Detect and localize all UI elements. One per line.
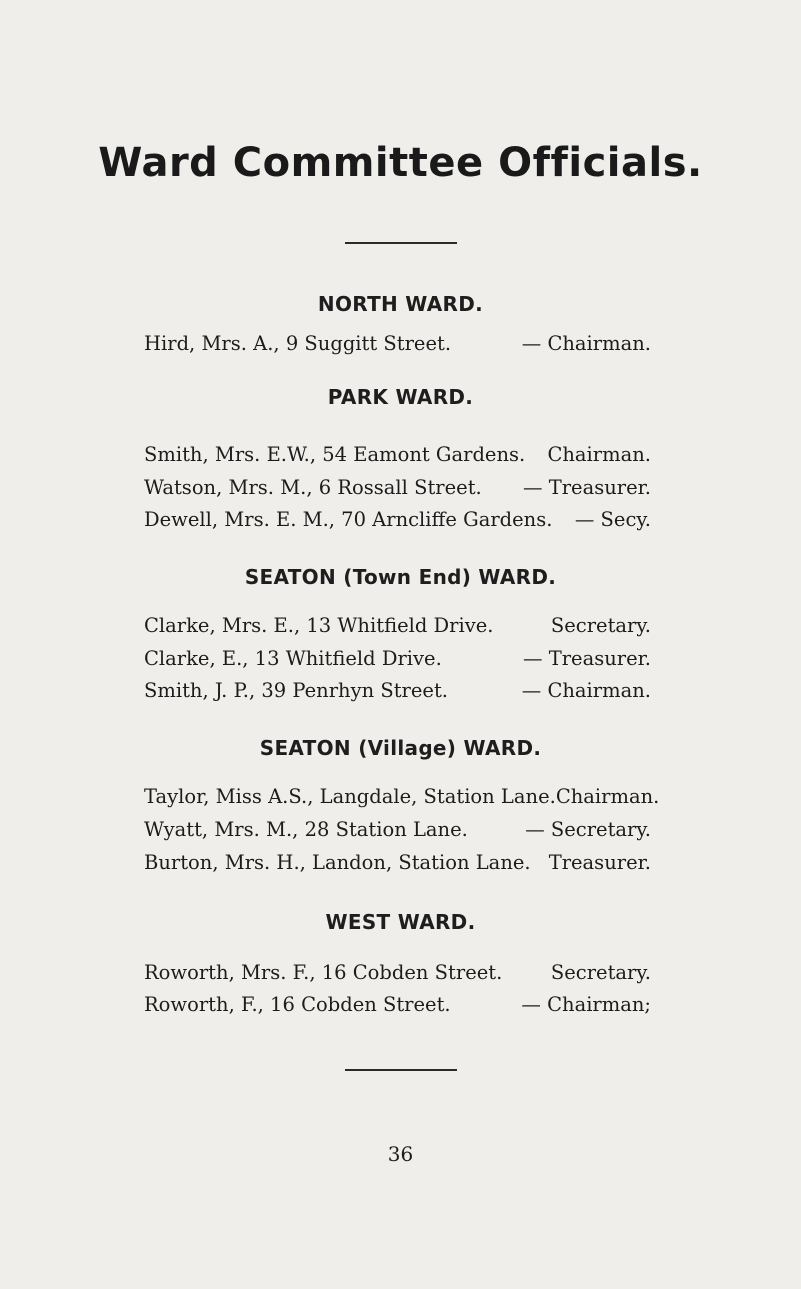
page-number: 36 <box>387 1142 414 1166</box>
official-name-address: Smith, Mrs. E.W., 54 Eamont Gardens. <box>144 443 526 466</box>
official-entry <box>144 818 651 841</box>
official-name-address: Taylor, Miss A.S., Langdale, Station Lane. <box>144 785 556 808</box>
page-title: Ward Committee Officials. <box>98 140 703 186</box>
divider-bottom <box>345 1069 457 1071</box>
official-role: Secretary. <box>550 961 651 984</box>
official-role: Chairman. <box>555 785 660 808</box>
official-name-address: Dewell, Mrs. E. M., 70 Arncliffe Gardens. <box>144 508 553 531</box>
official-entry <box>144 614 651 637</box>
official-name-address: Burton, Mrs. H., Landon, Station Lane. <box>144 851 531 874</box>
ward-heading-seaton-town-end: SEATON (Town End) WARD. <box>244 565 557 589</box>
official-name-address: Clarke, Mrs. E., 13 Whitfield Drive. <box>144 614 494 637</box>
official-entry <box>144 443 651 466</box>
official-role: Secretary. <box>550 614 651 637</box>
official-name-address: Roworth, F., 16 Cobden Street. <box>144 993 451 1016</box>
ward-heading-north: NORTH WARD. <box>317 292 484 316</box>
official-name-address: Clarke, E., 13 Whitfield Drive. <box>144 647 442 670</box>
official-name-address: Roworth, Mrs. F., 16 Cobden Street. <box>144 961 503 984</box>
divider-top <box>345 242 457 244</box>
official-role: — Treasurer. <box>523 647 651 670</box>
official-role: — Chairman; <box>521 993 651 1016</box>
official-entry <box>144 508 651 531</box>
official-entry <box>144 647 651 670</box>
official-name-address: Smith, J. P., 39 Penrhyn Street. <box>144 679 448 702</box>
ward-heading-park: PARK WARD. <box>327 385 474 409</box>
official-name-address: Hird, Mrs. A., 9 Suggitt Street. <box>144 332 452 355</box>
official-role: Chairman. <box>547 443 651 466</box>
official-name-address: Watson, Mrs. M., 6 Rossall Street. <box>144 476 482 499</box>
official-entry <box>144 961 651 984</box>
official-role: — Secy. <box>574 508 651 531</box>
ward-heading-west: WEST WARD. <box>325 910 476 934</box>
official-entry <box>144 785 660 808</box>
official-role: — Treasurer. <box>523 476 651 499</box>
ward-heading-seaton-village: SEATON (Village) WARD. <box>259 736 542 760</box>
official-name-address: Wyatt, Mrs. M., 28 Station Lane. <box>144 818 468 841</box>
official-role: — Chairman. <box>521 679 651 702</box>
official-entry <box>144 476 651 499</box>
official-role: — Secretary. <box>525 818 651 841</box>
official-role: Treasurer. <box>548 851 651 874</box>
official-entry <box>144 679 651 702</box>
official-entry <box>144 993 651 1016</box>
official-entry <box>144 332 651 355</box>
official-role: — Chairman. <box>521 332 651 355</box>
official-entry <box>144 851 651 874</box>
